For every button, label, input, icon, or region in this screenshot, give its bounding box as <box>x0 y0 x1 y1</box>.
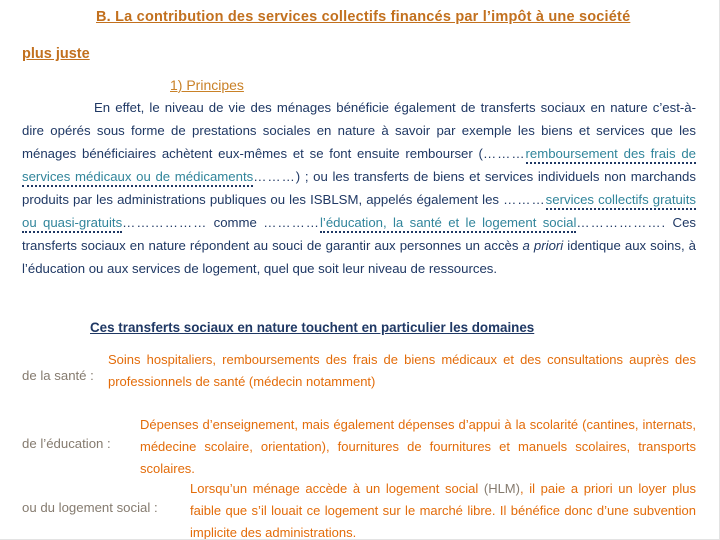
fill-in-answer-education-sante-logement: l’éducation, la santé et le logement social <box>320 215 576 233</box>
dotted-leader: ………………. <box>576 215 667 230</box>
paragraph-text-tail2: identique aux soins, à l’éducation ou aux services de logement, quel que soit leur niveau de ressources. <box>22 238 697 276</box>
paragraph-text-lead: En effet, le niveau de vie des ménages bénéficie également de transferts sociaux en nature c’est-à-dire opérés sous forme de prestations sociales en nature à savoir par exemple les biens et services que les ménages bénéficiaires achètent eux-mêmes et se font ensuite rembourser ( <box>22 100 696 161</box>
logement-text-part2: , il paie a priori un loyer plus faible que s’il louait ce logement sur le marché libre. Il bénéfice donc d’une subvention implicite des administrations. <box>190 481 696 540</box>
dotted-leader: ……… <box>253 169 296 184</box>
slide-title-line1: B. La contribution des services collectifs financés par l’impôt à une société <box>96 9 631 25</box>
domain-label-logement-social: ou du logement social : <box>22 500 158 515</box>
subheading-domaines: Ces transferts sociaux en nature touchent en particulier les domaines <box>90 320 535 335</box>
logement-text-part1: Lorsqu’un ménage accède à un logement social <box>190 481 484 496</box>
domain-text-logement-social <box>190 478 696 540</box>
dotted-leader: ………… <box>263 215 320 230</box>
section-heading-principes: 1) Principes <box>170 77 244 93</box>
paragraph-text-mid1: ) ; ou les transferts de biens et services individuels non marchands produits par les administrations publiques ou les ISBLSM, appelés également les <box>22 169 696 207</box>
dotted-leader: ……… <box>503 192 546 207</box>
paragraph-text-a-priori: a priori <box>522 238 564 253</box>
slide-title-line2: plus juste <box>22 46 90 62</box>
dotted-leader: ……… <box>482 146 526 161</box>
domain-text-sante: Soins hospitaliers, remboursements des frais de biens médicaux et des consultations auprès des professionnels de santé (médecin notamment) <box>108 352 696 389</box>
paragraph-text-tail1: Ces transferts sociaux en nature répondent au souci de garantir aux personnes un accès <box>22 215 697 253</box>
paragraph-text-mid2: comme <box>207 215 264 230</box>
logement-hlm-abbrev: (HLM) <box>483 481 520 496</box>
domain-text-education: Dépenses d’enseignement, mais également dépenses d’appui à la scolarité (cantines, internats, médecine scolaire, orientation), fournitures de fournitures et manuels scolaires, transports scolaires. <box>140 417 696 476</box>
domain-label-sante: de la santé : <box>22 368 94 383</box>
fill-in-answer-medicaments: remboursement des frais de services médicaux ou de médicaments <box>22 146 696 187</box>
fill-in-answer-services-gratuits: services collectifs gratuits ou quasi-gratuits <box>22 192 696 233</box>
dotted-leader: ……………… <box>122 215 208 230</box>
domain-label-education: de l’éducation : <box>22 436 111 451</box>
body-paragraph <box>22 96 696 280</box>
